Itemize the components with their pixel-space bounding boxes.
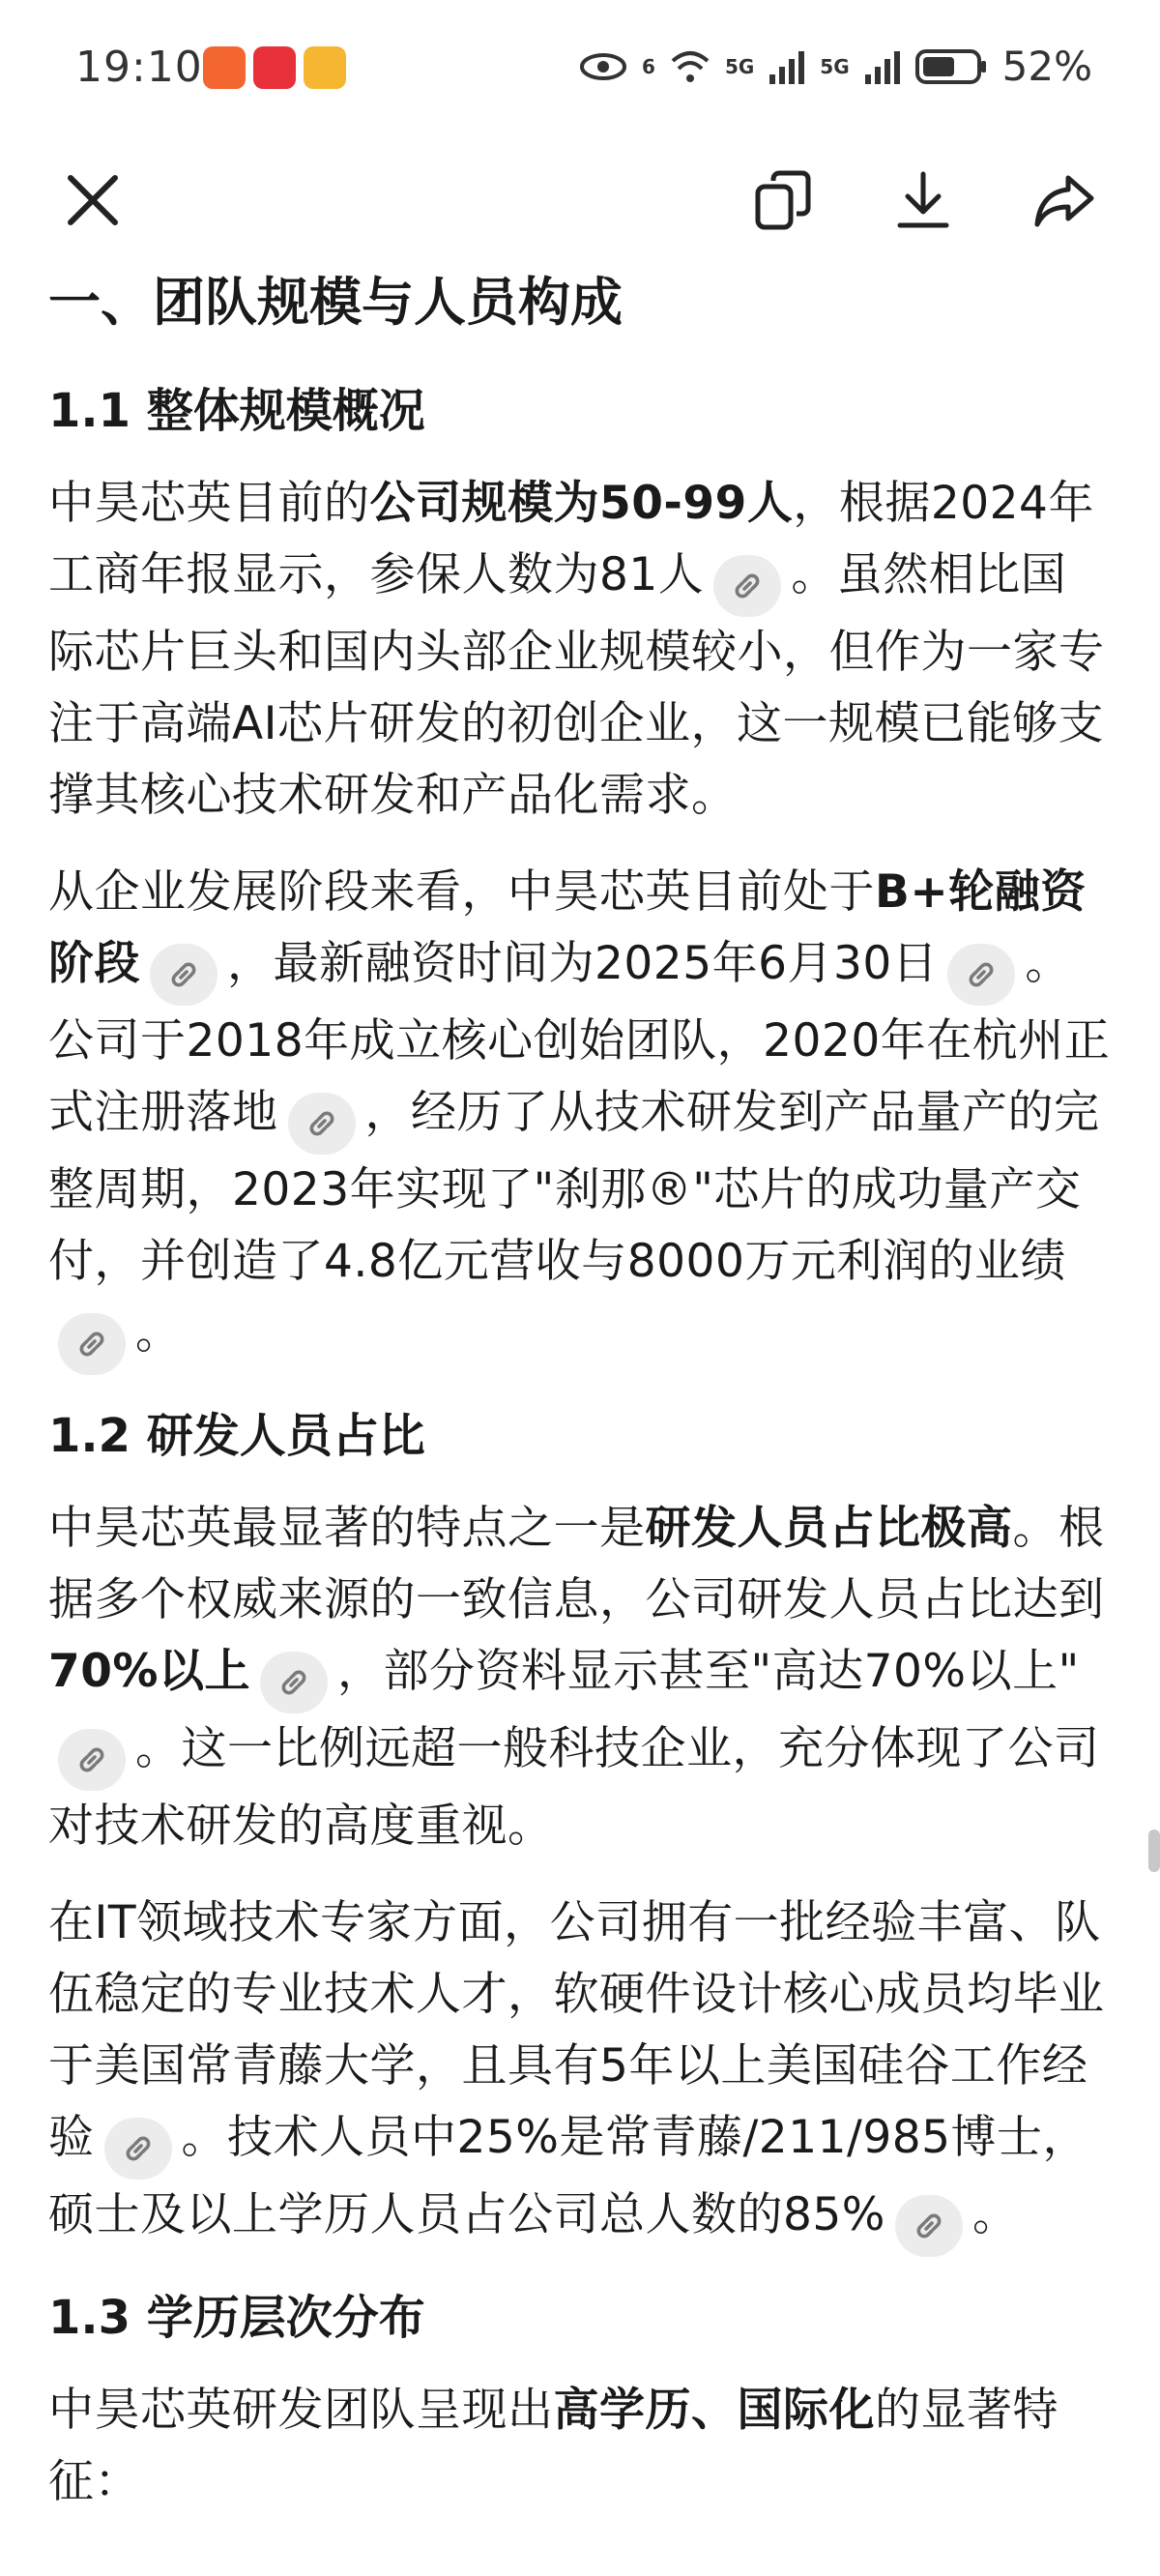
link-icon bbox=[964, 957, 999, 992]
share-icon bbox=[1033, 172, 1097, 228]
download-button[interactable] bbox=[884, 161, 962, 239]
signal-icon bbox=[863, 47, 902, 86]
citation-link-button[interactable] bbox=[947, 944, 1015, 1006]
text: 。根据多个权威来源的一致信息，公司研发人员占比达到 bbox=[48, 1502, 1105, 1626]
link-icon bbox=[74, 1327, 109, 1361]
citation-link-button[interactable] bbox=[713, 555, 781, 617]
paragraph-development-stage bbox=[48, 857, 1112, 1375]
download-icon bbox=[894, 170, 952, 230]
signal-icon bbox=[768, 47, 806, 86]
paragraph-it-experts bbox=[48, 1888, 1112, 2257]
text: 中昊芯英目前的 bbox=[48, 477, 370, 530]
bold-text: 70%以上 bbox=[48, 1645, 250, 1698]
text: 。技术人员中25%是常青藤/211/985博士，硕士及以上学历人员占公司总人数的85% bbox=[48, 2111, 1089, 2241]
text: 从企业发展阶段来看，中昊芯英目前处于 bbox=[48, 865, 875, 919]
text: 中昊芯英最显著的特点之一是 bbox=[48, 1502, 646, 1555]
text: ，根据2024年工商年报显示，参保人数为81人 bbox=[48, 477, 1094, 601]
link-icon bbox=[304, 1106, 339, 1141]
text: 在IT领域技术专家方面，公司拥有一批经验丰富、队伍稳定的专业技术人才，软硬件设计核心成员均毕业于美国常青藤大学，且具有5年以上美国硅谷工作经验 bbox=[48, 1896, 1105, 2164]
wifi-icon bbox=[669, 47, 711, 86]
bold-text: 公司规模为50-99人 bbox=[369, 477, 794, 530]
battery-icon bbox=[915, 47, 989, 86]
link-icon bbox=[912, 2209, 946, 2243]
citation-link-button[interactable] bbox=[150, 944, 218, 1006]
section-title: 一、团队规模与人员构成 bbox=[48, 272, 623, 333]
text: ，最新融资时间为2025年6月30日 bbox=[227, 937, 939, 990]
paragraph-education bbox=[48, 2375, 1112, 2518]
mail-icon bbox=[304, 46, 346, 89]
wifi-label: 6 bbox=[642, 54, 655, 78]
citation-link-button[interactable] bbox=[288, 1093, 356, 1155]
share-button[interactable] bbox=[1027, 161, 1104, 239]
app-notification-icon bbox=[203, 46, 246, 89]
status-bar bbox=[0, 0, 1160, 135]
citation-link-button[interactable] bbox=[58, 1313, 126, 1375]
text: 的显著特征： bbox=[48, 2384, 1058, 2508]
network-2-label: 5G bbox=[820, 54, 850, 78]
shopping-app-icon bbox=[253, 46, 296, 89]
subsection-title-1-2: 1.2 研发人员占比 bbox=[48, 1409, 425, 1463]
subsection-title-1-3: 1.3 学历层次分布 bbox=[48, 2291, 425, 2345]
copy-icon bbox=[754, 169, 812, 231]
paragraph-rd-ratio bbox=[48, 1493, 1112, 1862]
text: ，部分资料显示甚至"高达70%以上" bbox=[337, 1645, 1080, 1698]
link-icon bbox=[730, 569, 765, 603]
text: 。公司于2018年成立核心创始团队，2020年在杭州正式注册落地 bbox=[48, 937, 1111, 1139]
text: ，经历了从技术研发到产品量产的完整周期，2023年实现了"刹那®"芯片的成功量产交付，并创造了4.8亿元营收与8000万元利润的业绩 bbox=[48, 1086, 1100, 1288]
text: 。虽然相比国际芯片巨头和国内头部企业规模较小，但作为一家专注于高端AI芯片研发的初创企业，这一规模已能够支撑其核心技术研发和产品化需求。 bbox=[48, 548, 1105, 822]
notification-icons bbox=[203, 46, 346, 89]
status-indicators bbox=[578, 43, 1092, 90]
link-icon bbox=[121, 2131, 156, 2166]
link-icon bbox=[166, 957, 201, 992]
link-icon bbox=[276, 1665, 311, 1700]
subsection-title-1-1: 1.1 整体规模概况 bbox=[48, 384, 425, 438]
bold-text: 研发人员占比极高 bbox=[645, 1502, 1013, 1555]
top-toolbar bbox=[0, 140, 1160, 256]
text: 。这一比例远超一般科技企业，充分体现了公司对技术研发的高度重视。 bbox=[48, 1722, 1100, 1853]
scrollbar-handle[interactable] bbox=[1148, 1830, 1160, 1872]
paragraph-scale-overview bbox=[48, 468, 1112, 832]
text: 中昊芯英研发团队呈现出 bbox=[48, 2384, 554, 2437]
link-icon bbox=[74, 1742, 109, 1777]
citation-link-button[interactable] bbox=[260, 1652, 328, 1713]
copy-button[interactable] bbox=[744, 161, 822, 239]
close-icon bbox=[65, 172, 121, 228]
text: 。 bbox=[135, 1306, 182, 1360]
status-time: 19:10 bbox=[75, 43, 203, 92]
citation-link-button[interactable] bbox=[895, 2195, 963, 2257]
citation-link-button[interactable] bbox=[58, 1729, 126, 1791]
bold-text: B+轮融资阶段 bbox=[48, 865, 1087, 990]
battery-percent: 52% bbox=[1001, 43, 1092, 90]
network-1-label: 5G bbox=[724, 54, 755, 78]
citation-link-button[interactable] bbox=[104, 2118, 172, 2180]
eye-icon bbox=[578, 50, 628, 83]
bold-text: 高学历、国际化 bbox=[553, 2384, 875, 2437]
text: 。 bbox=[972, 2188, 1019, 2241]
document-content bbox=[48, 259, 1112, 2543]
close-button[interactable] bbox=[54, 161, 131, 239]
